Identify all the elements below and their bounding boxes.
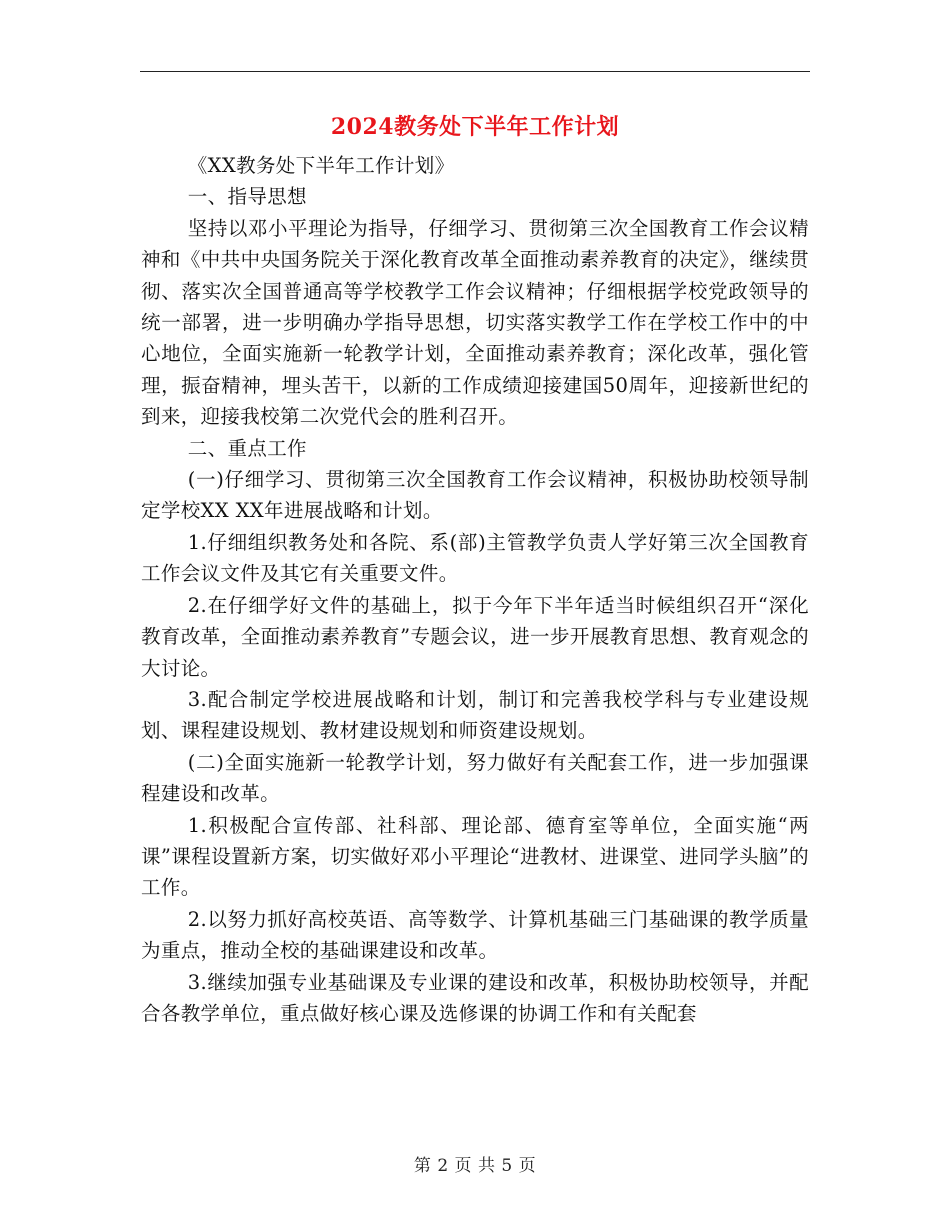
paragraph: 二、重点工作: [187, 436, 307, 460]
paragraph: 2.以努力抓好高校英语、高等数学、计算机基础三门基础课的教学质量为重点，推动全校的基础课建设和改革。: [141, 907, 809, 963]
header-rule: [140, 71, 810, 72]
document-title: 2024教务处下半年工作计划: [330, 114, 620, 140]
page-number: 第 2 页 共 5 页: [413, 1156, 537, 1176]
paragraph: 3.继续加强专业基础课及专业课的建设和改革，积极协助校领导，并配合各教学单位，重点做好核心课及选修课的协调工作和有关配套: [141, 970, 809, 1025]
paragraph: 3.配合制定学校进展战略和计划，制订和完善我校学科与专业建设规划、课程建设规划、教材建设规划和师资建设规划。: [141, 687, 809, 743]
paragraph: 坚持以邓小平理论为指导，仔细学习、贯彻第三次全国教育工作会议精神和《中共中央国务院关于深化教育改革全面推动素养教育的决定》，继续贯彻、落实次全国普通高等学校教学工作会议精神；仔细根据学校党政领导的统一部署，进一步明确办学指导思想，切实落实教学工作在学校工作中的中心地位，全面实施新一轮教学计划，全面推动素养教育；深化改革，强化管理，振奋精神，埋头苦干，以新的工作成绩迎接建国50周年，迎接新世纪的到来，迎接我校第二次党代会的胜利召开。: [141, 216, 809, 429]
paragraph: 《XX教务处下半年工作计划》: [187, 154, 455, 177]
paragraph: 1.积极配合宣传部、社科部、理论部、德育室等单位，全面实施“两课”课程设置新方案，切实做好邓小平理论“进教材、进课堂、进同学头脑”的工作。: [141, 813, 809, 900]
paragraph: 2.在仔细学好文件的基础上，拟于今年下半年适当时候组织召开“深化教育改革，全面推动素养教育”专题会议，进一步开展教育思想、教育观念的大讨论。: [141, 593, 809, 680]
paragraph: (二)全面实施新一轮教学计划，努力做好有关配套工作，进一步加强课程建设和改革。: [141, 750, 809, 806]
document-body: [141, 150, 809, 1029]
paragraph: 一、指导思想: [187, 185, 307, 209]
paragraph: 1.仔细组织教务处和各院、系(部)主管教学负责人学好第三次全国教育工作会议文件及其它有关重要文件。: [141, 530, 809, 586]
paragraph: (一)仔细学习、贯彻第三次全国教育工作会议精神，积极协助校领导制定学校XX XX年进展战略和计划。: [141, 468, 809, 523]
